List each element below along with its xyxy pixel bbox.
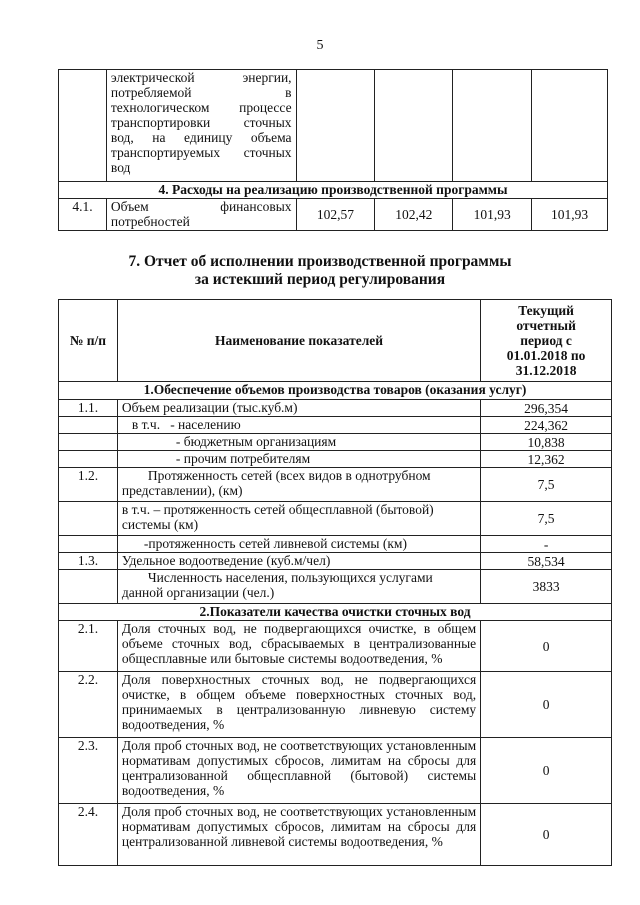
section-row [59, 604, 612, 621]
report-heading-line-1: 7. Отчет об исполнении производственной программы [128, 253, 512, 270]
cont-line: электрической энергии, [110, 70, 292, 85]
row-num [59, 434, 118, 451]
table-row [59, 570, 612, 604]
header-period [481, 300, 612, 382]
row-value: 7,5 [481, 502, 612, 536]
row-num: 4.1. [59, 199, 107, 231]
table-row [59, 434, 612, 451]
table-row [59, 502, 612, 536]
row-value: 224,362 [481, 417, 612, 434]
row-num: 2.1. [59, 621, 118, 672]
header-name: Наименование показателей [117, 300, 480, 382]
header-row [59, 300, 612, 382]
row-name: Доля поверхностных сточных вод, не подвергающихся очистке, в общем объеме поверхностных сточных вод, принимаемых в централизованную ливневую систему водоотведения, % [117, 672, 480, 738]
row-name: Доля проб сточных вод, не соответствующих установленным нормативам допустимых сбросов, лимитам на сбросы для централизованной общесплавной (бытовой) системы водоотведения, % [117, 738, 480, 804]
cont-line: вод [110, 160, 131, 175]
cell-empty [375, 70, 453, 182]
row-num: 1.1. [59, 400, 118, 417]
table-row [59, 804, 612, 866]
row-name: Объем реализации (тыс.куб.м) [117, 400, 480, 417]
row-name [106, 199, 296, 231]
row-num: 1.2. [59, 468, 118, 502]
row-value: 58,534 [481, 553, 612, 570]
row-name: - прочим потребителям [117, 451, 480, 468]
row-num: 2.3. [59, 738, 118, 804]
row-value: 0 [481, 621, 612, 672]
row-value: 0 [481, 804, 612, 866]
cont-text [106, 70, 296, 182]
cell-empty [296, 70, 375, 182]
header-period-line: 31.12.2018 [515, 363, 577, 378]
row-value: 3833 [481, 570, 612, 604]
report-heading-line-2: за истекший период регулирования [194, 271, 446, 288]
page-number: 5 [316, 38, 324, 53]
value-4: 101,93 [532, 199, 608, 231]
row-num [59, 502, 118, 536]
section-4-title: 4. Расходы на реализацию производственной программы [59, 182, 608, 199]
row-num [59, 570, 118, 604]
table-row [59, 553, 612, 570]
section-row [59, 182, 608, 199]
top-table [58, 69, 608, 231]
cell-empty [453, 70, 532, 182]
table-row [59, 738, 612, 804]
value-2: 102,42 [375, 199, 453, 231]
row-name-line: потребностей [110, 214, 190, 229]
table-row [59, 451, 612, 468]
table-row [59, 468, 612, 502]
table-row [59, 417, 612, 434]
row-num: 1.3. [59, 553, 118, 570]
row-name: Доля проб сточных вод, не соответствующих установленным нормативам допустимых сбросов, лимитам на сбросы для централизованной ливневой системы водоотведения, % [117, 804, 480, 866]
section-row [59, 382, 612, 400]
row-name: Численность населения, пользующихся услугами данной организации (чел.) [117, 570, 480, 604]
row-value: 10,838 [481, 434, 612, 451]
row-name-line: Объем финансовых [110, 199, 292, 214]
value-1: 102,57 [296, 199, 375, 231]
cont-line: технологическом процессе [110, 100, 292, 115]
row-num: 2.4. [59, 804, 118, 866]
table-row [59, 536, 612, 553]
report-table [58, 299, 612, 866]
cont-line: потребляемой в [110, 85, 292, 100]
row-value: 296,354 [481, 400, 612, 417]
value-3: 101,93 [453, 199, 532, 231]
table-row [59, 672, 612, 738]
row-value: 0 [481, 672, 612, 738]
section-2-title: 2.Показатели качества очистки сточных вод [59, 604, 612, 621]
header-period-line: отчетный [516, 318, 576, 333]
cont-line: транспортируемых сточных [110, 145, 292, 160]
row-num [59, 536, 118, 553]
cell-num [59, 70, 107, 182]
row-num [59, 451, 118, 468]
row-name: Доля сточных вод, не подвергающихся очистке, в общем объеме сточных вод, сбрасываемых в централизованные общесплавные или бытовые системы водоотведения, % [117, 621, 480, 672]
header-period-line: Текущий [518, 303, 574, 318]
cell-empty [532, 70, 608, 182]
row-value: - [481, 536, 612, 553]
header-period-line: 01.01.2018 по [506, 348, 586, 363]
cont-line: вод, на единицу объема [110, 130, 292, 145]
table-row [59, 199, 608, 231]
header-period-line: период с [520, 333, 572, 348]
row-name: Удельное водоотведение (куб.м/чел) [117, 553, 480, 570]
header-num: № п/п [59, 300, 118, 382]
table-row [59, 621, 612, 672]
row-name: в т.ч. - населению [117, 417, 480, 434]
row-value: 12,362 [481, 451, 612, 468]
report-heading [0, 253, 640, 289]
row-num [59, 417, 118, 434]
row-num: 2.2. [59, 672, 118, 738]
table-row [59, 70, 608, 182]
section-1-title: 1.Обеспечение объемов производства товаров (оказания услуг) [59, 382, 612, 400]
row-name: -протяженность сетей ливневой системы (км) [117, 536, 480, 553]
table-row [59, 400, 612, 417]
row-value: 0 [481, 738, 612, 804]
row-name: Протяженность сетей (всех видов в однотрубном представлении), (км) [117, 468, 480, 502]
row-name: - бюджетным организациям [117, 434, 480, 451]
row-name: в т.ч. – протяженность сетей общесплавной (бытовой) системы (км) [117, 502, 480, 536]
cont-line: транспортировки сточных [110, 115, 292, 130]
row-value: 7,5 [481, 468, 612, 502]
